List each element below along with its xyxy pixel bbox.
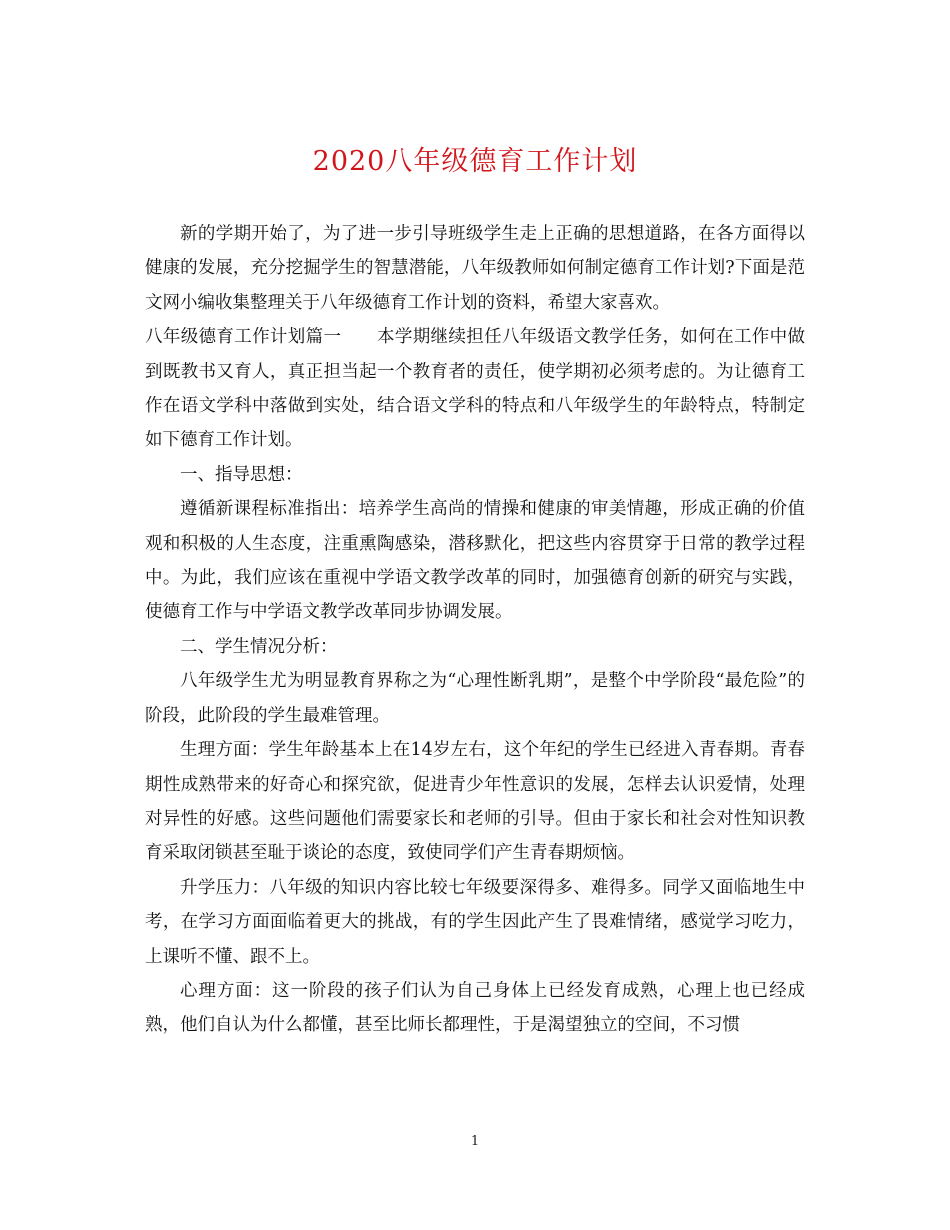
intro-paragraph: 新的学期开始了，为了进一步引导班级学生走上正确的思想道路，在各方面得以健康的发展，充分挖掘学生的智慧潜能，八年级教师如何制定德育工作计划?下面是范文网小编收集整理关于八年级德育工作计划的资料，希望大家喜欢。 [145, 224, 805, 313]
section-heading-student-analysis: 二、学生情况分析： [180, 636, 338, 657]
document-title: 2020八年级德育工作计划 [312, 146, 638, 177]
psychology-paragraph: 心理方面：这一阶段的孩子们认为自己身体上已经发育成熟，心理上也已经成熟，他们自认为什么都懂，甚至比师长都理性，于是渴望独立的空间，不习惯 [145, 980, 805, 1036]
plan-intro-paragraph: 八年级德育工作计划篇一 本学期继续担任八年级语文教学任务，如何在工作中做到既教书又育人，真正担当起一个教育者的责任，使学期初必须考虑的。为让德育工作在语文学科中落做到实处，结合语文学科的特点和八年级学生的年龄特点，特制定如下德育工作计划。 [145, 327, 805, 451]
document-body [145, 217, 805, 1043]
guiding-thought-paragraph: 遵循新课程标准指出：培养学生高尚的情操和健康的审美情趣，形成正确的价值观和积极的人生态度，注重熏陶感染，潜移默化，把这些内容贯穿于日常的教学过程中。为此，我们应该在重视中学语文教学改革的同时，加强德育创新的研究与实践，使德育工作与中学语文教学改革同步协调发展。 [145, 499, 805, 623]
student-analysis-paragraph: 八年级学生尤为明显教育界称之为“心理性断乳期”，是整个中学阶段“最危险”的阶段，此阶段的学生最难管理。 [145, 671, 805, 726]
page-number: 1 [470, 1134, 480, 1149]
physiology-paragraph: 生理方面：学生年龄基本上在14岁左右，这个年纪的学生已经进入青春期。青春期性成熟带来的好奇心和探究欲，促进青少年性意识的发展，怎样去认识爱情，处理对异性的好感。这些问题他们需要家长和老师的引导。但由于家长和社会对性知识教育采取闭锁甚至耻于谈论的态度，致使同学们产生青春期烦恼。 [145, 740, 805, 864]
section-heading-guiding-thought: 一、指导思想： [180, 464, 303, 485]
exam-pressure-paragraph: 升学压力：八年级的知识内容比较七年级要深得多、难得多。同学又面临地生中考，在学习方面面临着更大的挑战，有的学生因此产生了畏难情绪，感觉学习吃力，上课听不懂、跟不上。 [145, 877, 805, 967]
